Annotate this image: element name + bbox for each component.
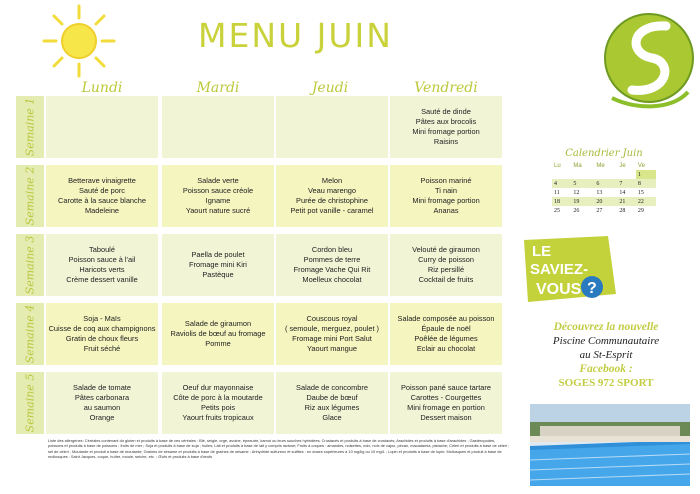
calendar-day [594, 170, 617, 179]
sun-icon [42, 4, 116, 78]
calendar-day: 5 [571, 179, 594, 188]
calendar-day: 25 [554, 207, 560, 214]
calendar-header: Je [619, 162, 626, 169]
menu-item: Taboulé [89, 245, 115, 254]
calendar-day: 29 [637, 207, 644, 214]
menu-item: Mini fromage portion [412, 127, 480, 136]
calendar-day: 7 [617, 179, 636, 188]
menu-item: Pommes de terre [303, 255, 361, 264]
promo-line3: au St-Esprit [579, 349, 633, 361]
menu-item: Riz aux légumes [304, 403, 360, 412]
menu-cell-jeudi [276, 234, 388, 296]
calendar-day: 1 [636, 170, 656, 179]
menu-item: Pâtes carbonara [74, 393, 130, 402]
calendar-day: 15 [637, 189, 644, 196]
menu-cell-mardi [162, 96, 274, 158]
calendar-day: 20 [594, 197, 617, 206]
menu-item: Carotte à la sauce blanche [58, 196, 146, 205]
menu-item: Eclair au chocolat [416, 344, 476, 353]
menu-cell-mardi [162, 303, 274, 365]
menu-item: Yaourt nature sucré [185, 206, 251, 215]
menu-item: Purée de christophine [296, 196, 368, 205]
menu-item: Haricots verts [79, 265, 125, 274]
menu-item: Betterave vinaigrette [68, 176, 136, 185]
menu-item: Poisson sauce à l'ail [68, 255, 136, 264]
menu-item: Mini fromage en portion [407, 403, 485, 412]
menu-item: Crème dessert vanille [66, 275, 138, 284]
menu-item: Madeleine [84, 206, 120, 215]
day-header-vendredi: Vendredi [414, 80, 478, 96]
week-label: Semaine 1 [23, 97, 37, 157]
saviez-vous-badge [522, 234, 618, 304]
menu-cell-jeudi [276, 303, 388, 365]
calendar-day: 11 [554, 189, 560, 196]
menu-item: Petit pot vanille - caramel [290, 206, 374, 215]
menu-item: Curry de poisson [418, 255, 474, 264]
menu-item: Carottes - Courgettes [410, 393, 482, 402]
calendar-day: 18 [552, 197, 571, 206]
calendar-day: 22 [636, 197, 656, 206]
menu-cell-vendredi [390, 372, 502, 434]
menu-item: Mini fromage portion [412, 196, 480, 205]
badge-question-mark: ? [587, 280, 597, 297]
menu-item: Veau marengo [307, 186, 357, 195]
menu-cell-vendredi [390, 303, 502, 365]
menu-item: Poisson mariné [420, 176, 472, 185]
menu-item: Poêlée de légumes [414, 334, 478, 343]
week-label-cell [16, 372, 44, 434]
menu-item: Fromage Vache Qui Rit [293, 265, 371, 274]
menu-item: Cordon bleu [311, 245, 353, 254]
menu-item: Salade de giraumon [184, 319, 252, 328]
calendar-day: 8 [636, 179, 656, 188]
calendar-day: 27 [596, 207, 603, 214]
menu-item: Pastèque [202, 270, 234, 279]
calendar-header: Ve [637, 162, 645, 169]
calendar-header: Lu [554, 162, 561, 169]
menu-cell-vendredi [390, 165, 502, 227]
menu-cell-lundi [46, 303, 158, 365]
menu-item: Pâtes aux brocolis [415, 117, 477, 126]
menu-item: Salade verte [197, 176, 239, 185]
menu-item: au saumon [83, 403, 121, 412]
menu-item: Cuisse de coq aux champignons [48, 324, 156, 333]
menu-item: Fromage mini Port Salut [292, 334, 372, 343]
calendar-header: Me [596, 162, 605, 169]
menu-grid [16, 96, 504, 472]
menu-cell-jeudi [276, 372, 388, 434]
pool-photo [530, 404, 690, 486]
menu-item: Moelleux chocolat [302, 275, 362, 284]
menu-cell-lundi [46, 372, 158, 434]
promo-line1: Découvrez la nouvelle [553, 321, 659, 333]
page-title: MENU JUIN [198, 16, 393, 55]
calendar-day: 12 [573, 189, 580, 196]
promo-line5: SOGES 972 SPORT [558, 377, 654, 389]
calendar-day: 14 [619, 189, 626, 196]
week-label-cell [16, 165, 44, 227]
calendar-day [571, 170, 594, 179]
pool-promo [518, 320, 694, 390]
menu-item: Sauté de dinde [421, 107, 471, 116]
menu-cell-mardi [162, 165, 274, 227]
menu-item: Pomme [205, 339, 231, 348]
badge-line1: LE [532, 243, 552, 260]
day-header-lundi: Lundi [81, 80, 123, 96]
menu-item: ( semoule, merguez, poulet ) [284, 324, 380, 333]
menu-item: Sauté de porc [78, 186, 126, 195]
menu-item: Côte de porc à la moutarde [173, 393, 263, 402]
menu-cell-mardi [162, 372, 274, 434]
calendar-header: Ma [573, 162, 582, 169]
week-label-cell [16, 303, 44, 365]
menu-item: Raviolis de bœuf au fromage [170, 329, 266, 338]
menu-item: Fromage mini Kiri [189, 260, 247, 269]
menu-item: Daube de bœuf [306, 393, 358, 402]
logo-icon [602, 6, 696, 110]
menu-cell-lundi [46, 234, 158, 296]
menu-item: Ti nain [435, 186, 457, 195]
menu-item: Glace [322, 413, 342, 422]
calendar [552, 148, 656, 215]
calendar-day: 13 [596, 189, 603, 196]
menu-item: Melon [321, 176, 343, 185]
menu-item: Ananas [433, 206, 459, 215]
calendar-day: 6 [594, 179, 617, 188]
calendar-day: 21 [617, 197, 636, 206]
menu-item: Velouté de giraumon [412, 245, 480, 254]
day-header-jeudi: Jeudi [311, 80, 349, 96]
calendar-title: Calendrier Juin [565, 148, 643, 159]
menu-item: Poisson pané sauce tartare [401, 383, 491, 392]
badge-line3: VOUS [536, 281, 582, 298]
menu-item: Salade composée au poisson [397, 314, 495, 323]
menu-item: Soja - Maïs [83, 314, 121, 323]
menu-cell-lundi [46, 165, 158, 227]
calendar-day: 19 [571, 197, 594, 206]
promo-line4: Facebook : [579, 363, 633, 375]
week-label: Semaine 5 [23, 373, 37, 433]
menu-item: Salade de concombre [296, 383, 368, 392]
menu-cell-vendredi [390, 96, 502, 158]
badge-line2: SAVIEZ- [530, 261, 589, 278]
week-label: Semaine 2 [23, 166, 37, 226]
calendar-day [617, 170, 636, 179]
menu-item: Couscous royal [306, 314, 358, 323]
menu-item: Igname [205, 196, 231, 205]
menu-item: Épaule de noël [421, 324, 471, 333]
menu-cell-jeudi [276, 165, 388, 227]
menu-item: Paella de poulet [191, 250, 245, 259]
menu-cell-vendredi [390, 234, 502, 296]
calendar-day: 28 [619, 207, 626, 214]
menu-item: Cocktail de fruits [418, 275, 474, 284]
promo-line2: Piscine Communautaire [552, 335, 660, 347]
menu-item: Fruit séché [83, 344, 121, 353]
calendar-table [552, 161, 656, 215]
menu-item: Yaourt fruits tropicaux [182, 413, 254, 422]
menu-cell-jeudi [276, 96, 388, 158]
menu-item: Gratin de choux fleurs [65, 334, 139, 343]
menu-item: Salade de tomate [73, 383, 131, 392]
menu-cell-mardi [162, 234, 274, 296]
menu-item: Oeuf dur mayonnaise [182, 383, 254, 392]
menu-item: Dessert maison [420, 413, 472, 422]
menu-item: Yaourt mangue [307, 344, 357, 353]
allergens-note: Liste des allergènes: Céréales contenant du gluten et produits à base de ces céréales : Blé, seigle, orge, avoine, épeautre, kamut ou leurs souches hybridées; Crustacés et produits à base de crustacés; Arachides et produits à base d'arachides ; Gastéropodes, poissons et produits à base de poissons ; fruits de mer ; Soja et produits à base de soja ; huiles; Lait et produits à base de lait y compris lactose; Fruits à coques : amandes, noisettes, noix, noix de cajou, pécan, macadamia, pistache; Céleri et produits à base de céleri ; sel de céleri ; Moutarde et produit à base de moutarde; Graines de sésame et produits à base de graines de sésame ; Anhydride sulfureux et sulfites : en doses supérieures à 10 mg/kg ou 10 mg/L ; Lupin et produits à base de lupin; Mollusques et produit à base de mollusques : Saint Jacques, coque, huître, moule, seiche, etc. ; Œufs et produits à base d'œufs [48, 438, 510, 459]
menu-item: Petits pois [200, 403, 236, 412]
week-label-cell [16, 234, 44, 296]
menu-item: Orange [89, 413, 115, 422]
calendar-day: 4 [552, 179, 571, 188]
week-label-cell [16, 96, 44, 158]
menu-item: Riz persillé [427, 265, 465, 274]
calendar-day: 26 [573, 207, 580, 214]
menu-item: Raisins [433, 137, 459, 146]
day-header-mardi: Mardi [196, 80, 240, 96]
week-label: Semaine 4 [23, 304, 37, 364]
calendar-day [552, 170, 571, 179]
week-label: Semaine 3 [23, 235, 37, 295]
menu-cell-lundi [46, 96, 158, 158]
menu-item: Poisson sauce créole [182, 186, 254, 195]
